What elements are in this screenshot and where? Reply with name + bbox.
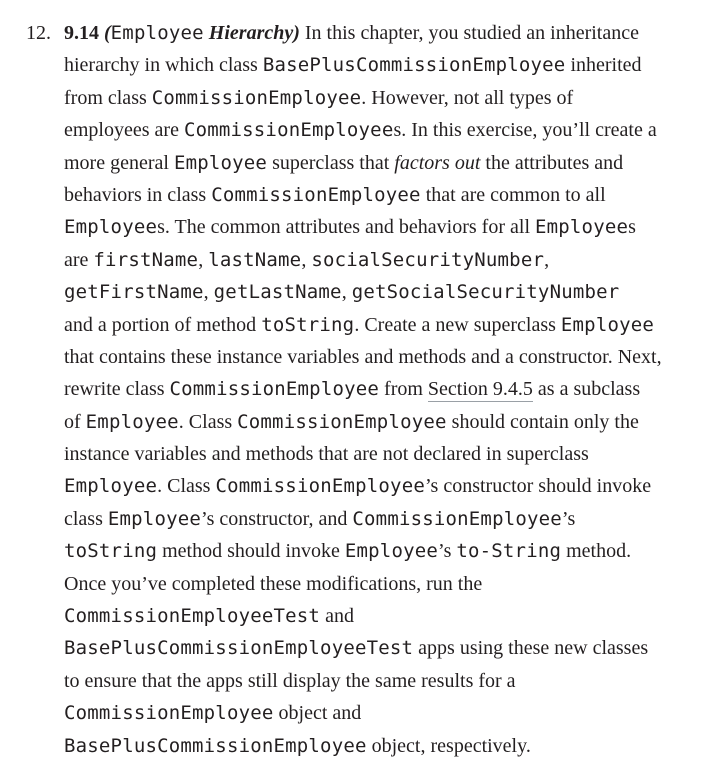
text-line: [64, 373, 714, 405]
code-term: CommissionEmployee: [237, 410, 447, 433]
text-line: [64, 276, 714, 308]
text-line: [64, 17, 714, 49]
text-line: [64, 114, 714, 146]
code-term: Employee: [64, 216, 158, 239]
text-line: [64, 147, 714, 179]
code-term: firstName: [93, 248, 199, 271]
text-run: of: [64, 410, 86, 433]
text-run: rewrite class: [64, 378, 170, 401]
code-term: CommissionEmployee: [211, 183, 421, 206]
text-run: Once you’ve completed these modifications, run the: [64, 572, 483, 595]
text-run: method should invoke: [157, 540, 345, 563]
code-term: toString: [261, 313, 355, 336]
text-run: that contains these instance variables and methods and a constructor. Next,: [64, 345, 662, 368]
text-run: inherited: [565, 54, 642, 77]
exercise-heading: Hierarchy): [203, 22, 300, 44]
text-run: ’s constructor should invoke: [424, 475, 652, 498]
text-line: [64, 632, 714, 664]
text-run: ’s: [561, 507, 576, 530]
code-term: toString: [64, 540, 158, 563]
code-term: getLastName: [213, 281, 342, 304]
text-run: should contain only the: [446, 410, 639, 433]
code-term: to-String: [456, 540, 562, 563]
text-run: and: [320, 605, 354, 628]
code-term: Employee: [344, 540, 439, 563]
text-line: [64, 406, 714, 438]
text-line: [64, 341, 714, 373]
text-run: ,: [544, 248, 550, 271]
text-run: s. The common attributes and behaviors for all: [157, 216, 535, 239]
code-term: Employee: [64, 475, 158, 498]
code-term: Employee: [560, 313, 655, 336]
code-term: Employee: [85, 410, 179, 433]
exercise-heading: 9.14: [64, 22, 104, 44]
code-term: CommissionEmployee: [64, 702, 274, 725]
text-line: [64, 244, 714, 276]
section-link[interactable]: Section 9.4.5: [427, 378, 533, 401]
text-run: method.: [561, 540, 632, 563]
exercise-heading: (: [104, 22, 111, 44]
code-term: Employee: [107, 507, 202, 530]
text-run: class: [64, 507, 108, 530]
text-run: ’s constructor, and: [201, 507, 353, 530]
text-run: ,: [198, 248, 209, 271]
code-term: BasePlusCommissionEmployeeTest: [64, 637, 414, 660]
text-run: hierarchy in which class: [64, 54, 263, 77]
text-run: from: [379, 378, 428, 401]
text-line: [64, 697, 714, 729]
text-run: . Create a new superclass: [354, 313, 561, 336]
text-line: [64, 470, 714, 502]
text-line: [64, 211, 714, 243]
code-term: CommissionEmployee: [151, 86, 362, 109]
text-line: [64, 179, 714, 211]
text-run: apps using these new classes: [413, 637, 649, 660]
text-run: In this chapter, you studied an inheritance: [299, 22, 639, 44]
text-line: [64, 568, 714, 600]
text-run: are: [64, 248, 94, 271]
text-run: behaviors in class: [64, 183, 212, 206]
text-run: the attributes and: [480, 151, 624, 174]
text-run: ’s: [438, 540, 457, 563]
text-run: s. In this exercise, you’ll create a: [393, 119, 657, 142]
text-run: ,: [203, 281, 214, 304]
text-run: s: [628, 216, 636, 239]
text-run: as a subclass: [532, 378, 641, 401]
code-term: CommissionEmployeeTest: [64, 605, 321, 628]
exercise-text: [64, 17, 714, 762]
emphasis-text: factors out: [394, 151, 481, 174]
text-line: [64, 438, 714, 470]
text-run: more general: [64, 151, 174, 174]
text-line: [64, 49, 714, 81]
text-line: [64, 665, 714, 697]
code-term: getFirstName: [64, 281, 204, 304]
text-run: instance variables and methods that are not declared in superclass: [64, 443, 589, 466]
code-term: CommissionEmployee: [169, 378, 380, 401]
text-line: [64, 535, 714, 567]
text-run: to ensure that the apps still display the same results for a: [64, 669, 516, 692]
text-line: [64, 82, 714, 114]
text-line: [64, 309, 714, 341]
code-term: Employee: [173, 151, 268, 174]
code-term: Employee: [535, 216, 629, 239]
code-term: BasePlusCommissionEmployee: [64, 734, 367, 757]
code-term: lastName: [208, 248, 302, 271]
text-run: . However, not all types of: [361, 86, 574, 109]
code-term: Employee: [110, 22, 204, 44]
text-run: that are common to all: [420, 183, 606, 206]
text-run: object, respectively.: [366, 734, 531, 757]
text-run: . Class: [178, 410, 238, 433]
text-run: and a portion of method: [64, 313, 262, 336]
code-term: CommissionEmployee: [215, 475, 425, 498]
text-run: ,: [341, 281, 352, 304]
text-line: [64, 600, 714, 632]
exercise-number: 12.: [26, 22, 51, 44]
code-term: CommissionEmployee: [352, 507, 562, 530]
text-line: [64, 503, 714, 535]
code-term: socialSecurityNumber: [311, 248, 545, 271]
text-run: ,: [301, 248, 312, 271]
text-run: employees are: [64, 119, 184, 142]
text-run: from class: [64, 86, 152, 109]
text-line: [64, 730, 714, 762]
code-term: getSocialSecurityNumber: [351, 281, 620, 304]
text-run: superclass that: [267, 151, 395, 174]
code-term: BasePlusCommissionEmployee: [262, 54, 566, 77]
code-term: CommissionEmployee: [183, 119, 394, 142]
text-run: object and: [273, 702, 362, 725]
text-run: . Class: [157, 475, 216, 498]
